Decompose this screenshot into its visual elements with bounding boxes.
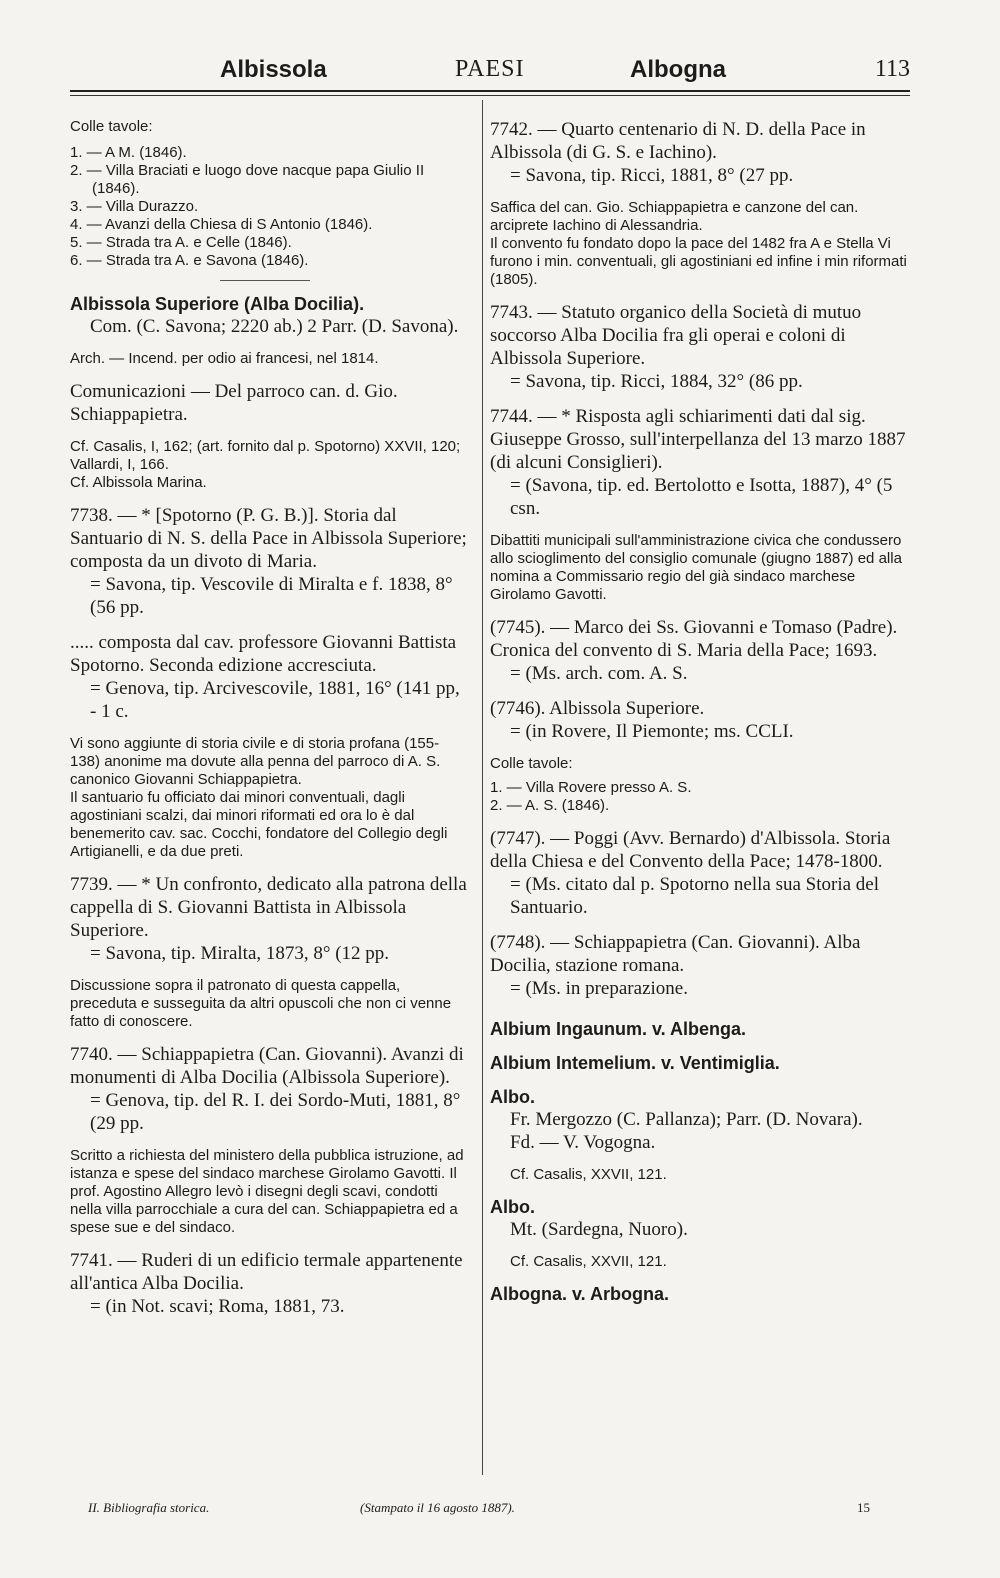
header-rule-thin	[70, 95, 910, 96]
bib-entry-7741: 7741. — Ruderi di un edificio termale appartenente all'antica Alba Docilia.	[70, 1250, 463, 1294]
comunicazioni: Comunicazioni — Del parroco can. d. Gio. Schiappapietra.	[70, 381, 398, 425]
bib-note: Discussione sopra il patronato di questa cappella, preceduta e susseguita da altri opuscoli che non ci venne fatto di conoscere.	[70, 977, 452, 1030]
bib-entry-7743: 7743. — Statuto organico della Società di mutuo soccorso Alba Docilia fra gli operai e coloni di Albissola Superiore.	[490, 302, 862, 369]
list-item: 1. — A M. (1846).	[70, 144, 187, 161]
entry-heading: Albo.	[490, 1087, 535, 1107]
bib-publisher: = (Ms. arch. com. A. S.	[510, 663, 688, 684]
bib-entry-7746: (7746). Albissola Superiore.	[490, 698, 705, 719]
section-rule	[220, 280, 310, 281]
bib-publisher: = (Ms. citato dal p. Spotorno nella sua Storia del Santuario.	[510, 874, 880, 918]
bib-note: Saffica del can. Gio. Schiappapietra e canzone del can. arciprete Iachino di Alessandria.	[490, 199, 859, 234]
bib-note: Scritto a richiesta del ministero della pubblica istruzione, ad istanza e spese del sindaco marchese Girolamo Gavotti. Il prof. Agostino Allegro levò i disegni degli scavi, condotti nella villa parrocchiale a cura del can. Schiappapietra ed a spese sue e del sindaco.	[70, 1147, 464, 1236]
header-right-title: Albogna	[630, 56, 726, 83]
footer-print-date: (Stampato il 16 agosto 1887).	[360, 1500, 515, 1515]
column-divider	[482, 100, 483, 1475]
entry-info: Com. (C. Savona; 2220 ab.) 2 Parr. (D. Savona).	[90, 316, 459, 337]
bib-note: Il santuario fu officiato dai minori conventuali, dagli agostiniani scalzi, dai minori riformati ed ora lo è dal benemerito cav. sac. Cocchi, fondatore del Collegio degli Artigianelli, e da due preti.	[70, 789, 448, 860]
bib-entry-7742: 7742. — Quarto centenario di N. D. della Pace in Albissola (di G. S. e Iachino).	[490, 119, 866, 163]
list-item: 5. — Strada tra A. e Celle (1846).	[70, 234, 292, 251]
colle-tavole-label: Colle tavole:	[490, 755, 573, 772]
list-item: 2. — A. S. (1846).	[490, 797, 610, 814]
cross-reference: Albium Intemelium. v. Ventimiglia.	[490, 1053, 780, 1073]
bib-entry-7748: (7748). — Schiappapietra (Can. Giovanni). Alba Docilia, stazione romana.	[490, 932, 861, 976]
entry-info: Fr. Mergozzo (C. Pallanza); Parr. (D. Novara).	[510, 1109, 863, 1130]
entry-info: Fd. — V. Vogogna.	[510, 1132, 656, 1153]
cross-reference: Albium Ingaunum. v. Albenga.	[490, 1019, 747, 1039]
running-header	[70, 50, 910, 90]
right-column	[490, 118, 908, 1305]
bib-publisher: = Savona, tip. Vescovile di Miralta e f. 1838, 8° (56 pp.	[90, 574, 453, 618]
bib-entry-7740: 7740. — Schiappapietra (Can. Giovanni). Avanzi di monumenti di Alba Docilia (Albissola Superiore).	[70, 1044, 464, 1088]
bib-publisher: = Genova, tip. del R. I. dei Sordo-Muti, 1881, 8° (29 pp.	[90, 1090, 461, 1134]
header-section: PAESI	[455, 56, 525, 82]
bib-publisher: = Savona, tip. Miralta, 1873, 8° (12 pp.	[90, 943, 390, 964]
page-number: 113	[874, 56, 910, 82]
bib-note: Dibattiti municipali sull'amministrazione civica che condussero allo scioglimento del consiglio comunale (giugno 1887) ed alla nomina a Commissario regio del già sindaco marchese Girolamo Gavotti.	[490, 532, 902, 603]
bib-entry-7744: 7744. — * Risposta agli schiarimenti dati dal sig. Giuseppe Grosso, sull'interpellanza del 13 marzo 1887 (di alcuni Consiglieri).	[490, 406, 906, 473]
bib-entry-7738: 7738. — * [Spotorno (P. G. B.)]. Storia dal Santuario di N. S. della Pace in Albissola Superiore; composta da un divoto di Maria.	[70, 505, 467, 572]
footer-section: II. Bibliografia storica.	[88, 1500, 210, 1515]
list-item: 2. — Villa Braciati e luogo dove nacque papa Giulio II (1846).	[70, 162, 425, 197]
colle-tavole-label: Colle tavole:	[70, 118, 153, 135]
bib-entry-7745: (7745). — Marco dei Ss. Giovanni e Tomaso (Padre). Cronica del convento di S. Maria della Pace; 1693.	[490, 617, 898, 661]
bib-publisher: = (in Not. scavi; Roma, 1881, 73.	[90, 1296, 345, 1317]
colle-tavole-list	[490, 779, 908, 815]
cf-reference: Cf. Casalis, XXVII, 121.	[510, 1253, 667, 1270]
bib-publisher: = (in Rovere, Il Piemonte; ms. CCLI.	[510, 721, 794, 742]
list-item: 1. — Villa Rovere presso A. S.	[490, 779, 692, 796]
entry-heading: Albo.	[490, 1197, 535, 1217]
cross-reference: Albogna. v. Arbogna.	[490, 1284, 669, 1304]
bib-publisher: = Savona, tip. Ricci, 1884, 32° (86 pp.	[510, 371, 803, 392]
bib-entry-7747: (7747). — Poggi (Avv. Bernardo) d'Albissola. Storia della Chiesa e del Convento della Pace; 1478-1800.	[490, 828, 891, 872]
page-footer	[70, 1500, 910, 1524]
bib-note: Il convento fu fondato dopo la pace del 1482 fra A e Stella Vi furono i min. conventuali, gli agostiniani ed infine i min riformati (1805).	[490, 235, 907, 288]
entry-heading: Albissola Superiore (Alba Docilia).	[70, 294, 365, 314]
footer-signature-number: 15	[857, 1500, 870, 1515]
bib-publisher: = (Savona, tip. ed. Bertolotto e Isotta, 1887), 4° (5 csn.	[510, 475, 893, 519]
list-item: 3. — Villa Durazzo.	[70, 198, 199, 215]
list-item: 4. — Avanzi della Chiesa di S Antonio (1846).	[70, 216, 373, 233]
bib-publisher: = Genova, tip. Arcivescovile, 1881, 16° (141 pp, - 1 c.	[90, 678, 460, 722]
bib-note: Vi sono aggiunte di storia civile e di storia profana (155-138) anonime ma dovute alla penna del parroco di A. S. canonico Giovanni Schiappapietra.	[70, 735, 441, 788]
header-rule-thick	[70, 90, 910, 92]
cf-reference: Cf. Casalis, XXVII, 121.	[510, 1166, 667, 1183]
header-left-title: Albissola	[220, 56, 327, 83]
bib-entry-7739: 7739. — * Un confronto, dedicato alla patrona della cappella di S. Giovanni Battista in Albissola Superiore.	[70, 874, 467, 941]
bib-entry-7738-b: ..... composta dal cav. professore Giovanni Battista Spotorno. Seconda edizione accresciuta.	[70, 632, 457, 676]
bib-publisher: = (Ms. in preparazione.	[510, 978, 688, 999]
cf-reference: Cf. Casalis, I, 162; (art. fornito dal p. Spotorno) XXVII, 120; Vallardi, I, 166.	[70, 438, 461, 473]
cf-reference: Cf. Albissola Marina.	[70, 474, 207, 491]
left-column	[70, 118, 468, 1318]
arch-note: Arch. — Incend. per odio ai francesi, nel 1814.	[70, 350, 379, 367]
list-item: 6. — Strada tra A. e Savona (1846).	[70, 252, 309, 269]
bib-publisher: = Savona, tip. Ricci, 1881, 8° (27 pp.	[510, 165, 794, 186]
colle-tavole-list	[70, 144, 468, 270]
entry-info: Mt. (Sardegna, Nuoro).	[510, 1219, 688, 1240]
